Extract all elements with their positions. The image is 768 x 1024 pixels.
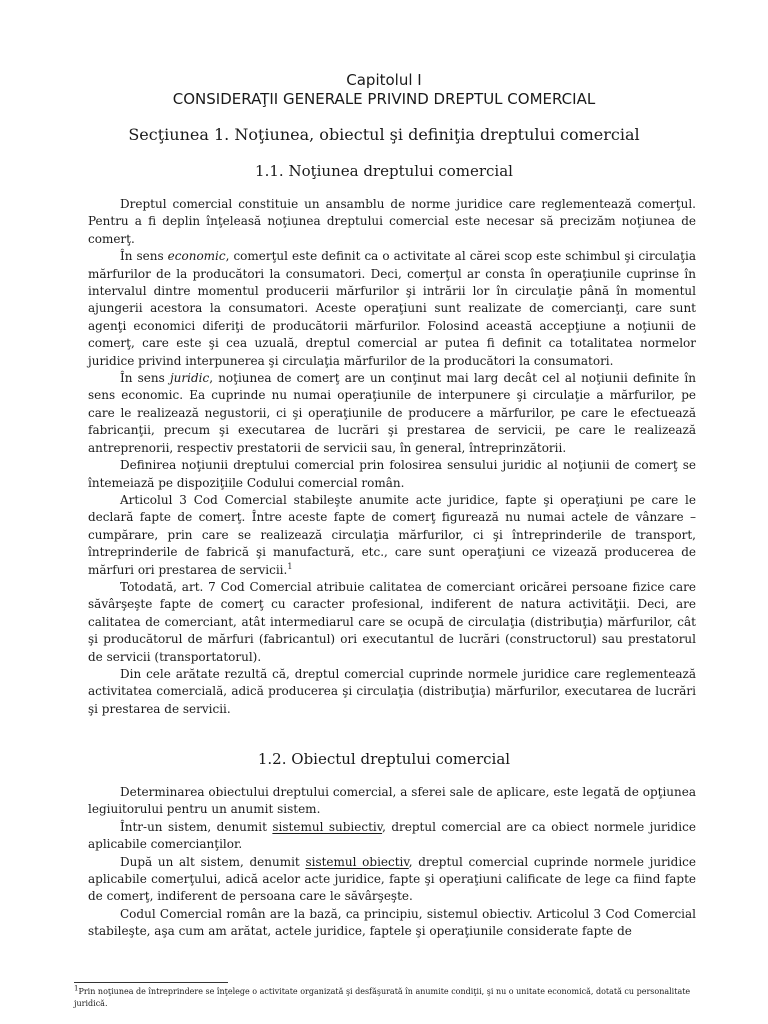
section-title: Secţiunea 1. Noţiunea, obiectul şi definiţia dreptului comercial [128,125,640,144]
term-sistemul-subiectiv: sistemul subiectiv [272,819,383,834]
term-juridic: juridic [169,371,210,386]
chapter-title: CONSIDERAŢII GENERALE PRIVIND DREPTUL COMERCIAL [172,90,596,108]
paragraph: Totodată, art. 7 Cod Comercial atribuie calitatea de comerciant oricărei persoane fizice care săvârşeşte fapte de comerţ cu caracter profesional, indiferent de natura activităţii. Deci, are calitatea de comerciant, atât intermediarul care se ocupă de circulaţia (distribuţia) mărfurilor, cât şi producătorul de mărfuri (fabricantul) ori executantul de lucrări (constructorul) sau prestatorul de servicii (transportatorul). [88,579,696,664]
term-economic: economic [167,249,226,264]
subsection-title-1-2: 1.2. Obiectul dreptului comercial [257,750,511,768]
subsection-body-1-2 [88,784,696,941]
paragraph: Definirea noţiunii dreptului comercial prin folosirea sensului juridic al noţiunii de comerţ se întemeiază pe dispoziţiile Codului comercial român. [88,458,696,490]
paragraph: Dreptul comercial constituie un ansamblu de norme juridice care reglementează comerţul. Pentru a fi deplin înţeleasă noţiunea dreptului comercial este necesar să precizăm noţiunea de comerţ. [88,197,696,246]
paragraph: În sens economic, comerţul este definit ca o activitate al cărei scop este schimbul şi circulaţia mărfurilor de la producători la consumatori. Deci, comerţul ar consta în operaţiunile cuprinse în intervalul dintre momentul producerii mărfurilor şi intrării lor în circulaţie până în momentul ajungerii acestora la consumatori. Aceste operaţiuni sunt realizate de comercianţi, care sunt agenţi economici diferiţi de producătorii mărfurilor. Folosind această accepţiune a noţiunii de comerţ, care este şi cea uzuală, dreptul comercial ar putea fi definit ca totalitatea normelor juridice privind interpunerea şi circulaţia mărfurilor de la producători la consumatori. [88,249,696,368]
footnote-separator [74,982,228,983]
paragraph: Codul Comercial român are la bază, ca principiu, sistemul obiectiv. Articolul 3 Cod Comercial stabileşte, aşa cum am arătat, actele juridice, faptele şi operaţiunile considerate fapte de [88,906,696,939]
footnote-text: Prin noţiunea de întreprindere se înţelege o activitate organizată şi desfăşurată în anumite condiţii, şi nu o unitate economică, dotată cu personalitate juridică. [74,987,691,1008]
paragraph: După un alt sistem, denumit sistemul obiectiv, dreptul comercial cuprinde normele juridice aplicabile comerţului, adică acelor acte juridice, fapte şi operaţiuni calificate de lege ca fiind fapte de comerţ, indiferent de persoana care le săvârşeşte. [88,854,696,904]
paragraph: Articolul 3 Cod Comercial stabileşte anumite acte juridice, fapte şi operaţiuni pe care le declară fapte de comerţ. Între aceste fapte de comerţ figurează nu numai actele de vânzare – cumpărare, prin care se realizează circulaţia mărfurilor, ci şi întreprinderile de transport, întreprinderile de fabrică şi manufactură, etc., care sunt operaţiuni ce vizează producerea de mărfuri ori prestarea de servicii.$^1$ [88,492,696,577]
paragraph: Din cele arătate rezultă că, dreptul comercial cuprinde normele juridice care reglementează activitatea comercială, adică producerea şi circulaţia (distribuţia) mărfurilor, executarea de lucrări şi prestarea de servicii. [88,666,696,716]
paragraph: În sens juridic, noţiunea de comerţ are un conţinut mai larg decât cel al noţiunii definite în sens economic. Ea cuprinde nu numai operaţiunile de interpunere şi circulaţie a mărfurilor, pe care le realizează negustorii, ci şi operaţiunile de producere a mărfurilor, pe care le efectuează fabricanţii, precum şi executarea de lucrări şi prestarea de servicii, pe care le realizează antreprenorii, respectiv prestatorii de servicii sau, în general, întreprinzătorii. [88,371,696,455]
paragraph: Într-un sistem, denumit sistemul subiectiv, dreptul comercial are ca obiect normele juridice aplicabile comercianţilor. [88,819,696,852]
footnote-marker: 1 [74,984,79,993]
chapter-label: Capitolul I [346,71,422,89]
subsection-title-1-1: 1.1. Noţiunea dreptului comercial [255,162,513,180]
subsection-body-1-1 [88,196,696,718]
term-sistemul-obiectiv: sistemul obiectiv [305,854,409,869]
paragraph: Determinarea obiectului dreptului comercial, a sferei sale de aplicare, este legată de opţiunea legiuitorului pentru un anumit sistem. [88,785,696,817]
footnote-reference[interactable]: 1 [287,561,293,571]
footnote [74,986,696,1010]
